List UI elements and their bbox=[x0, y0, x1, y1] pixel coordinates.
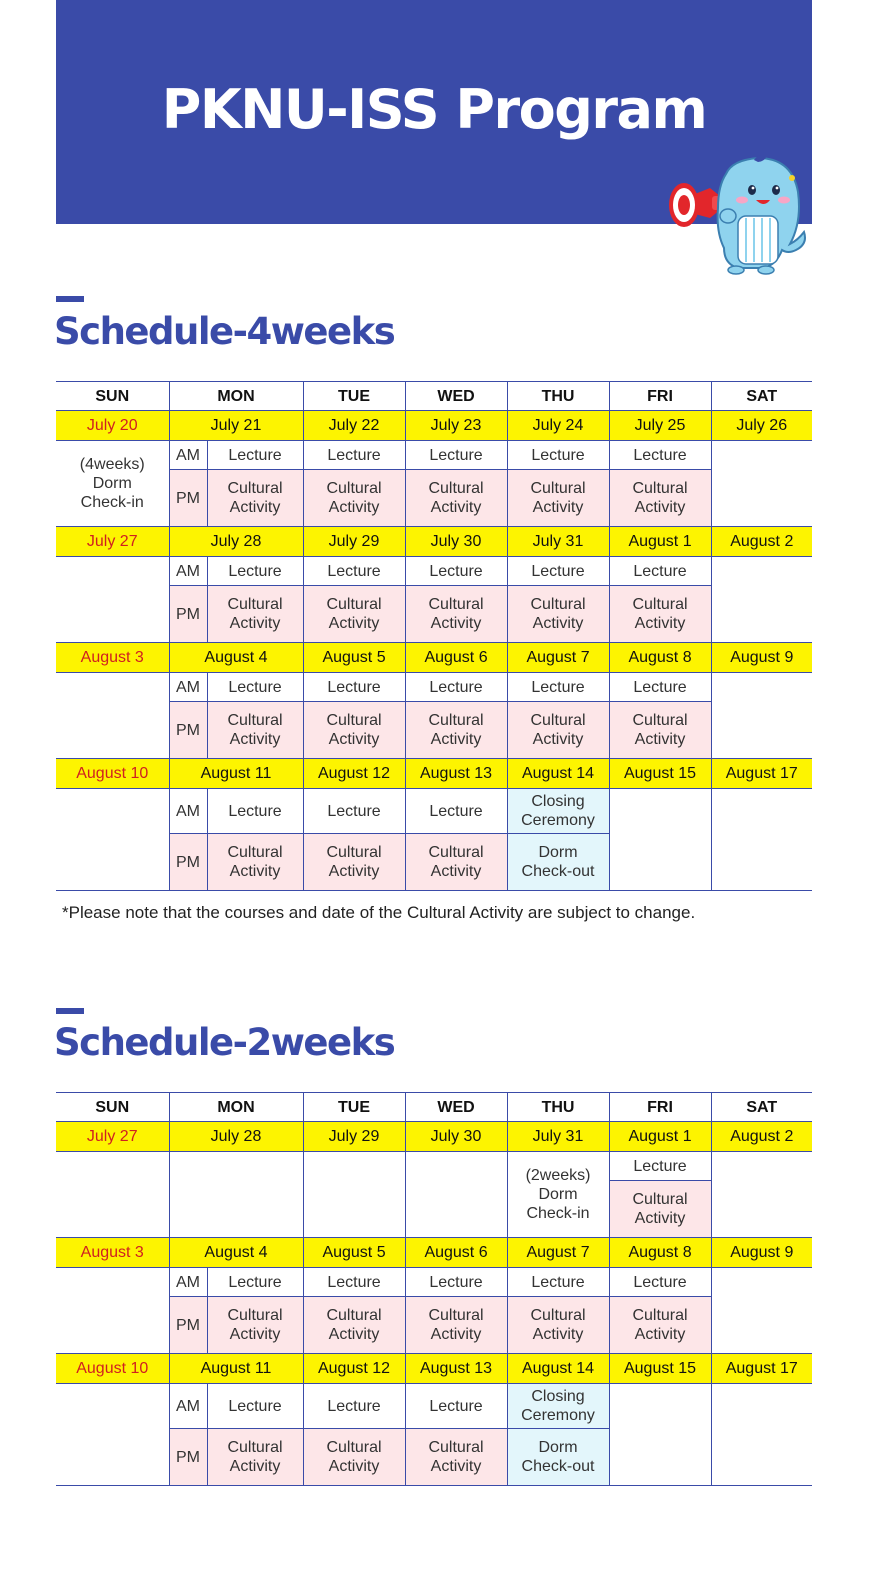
lecture-cell: Lecture bbox=[405, 557, 507, 586]
lecture-cell: Lecture bbox=[405, 1384, 507, 1429]
am-row bbox=[56, 673, 812, 702]
date-cell: August 3 bbox=[56, 643, 169, 673]
cultural-activity-cell: Cultural Activity bbox=[207, 586, 303, 643]
lecture-cell: Lecture bbox=[609, 441, 711, 470]
lecture-cell: Lecture bbox=[303, 441, 405, 470]
date-row bbox=[56, 759, 812, 789]
date-cell: August 12 bbox=[303, 1354, 405, 1384]
cultural-activity-cell: Cultural Activity bbox=[405, 586, 507, 643]
lecture-cell: Lecture bbox=[207, 1384, 303, 1429]
empty-cell bbox=[711, 441, 812, 527]
cultural-activity-cell: Cultural Activity bbox=[303, 1297, 405, 1354]
am-label: AM bbox=[169, 673, 207, 702]
am-row bbox=[56, 1268, 812, 1297]
lecture-cell: Lecture bbox=[207, 441, 303, 470]
date-row bbox=[56, 1122, 812, 1152]
lecture-cell: Lecture bbox=[303, 557, 405, 586]
dorm-checkin-cell bbox=[56, 441, 169, 527]
date-cell: July 27 bbox=[56, 527, 169, 557]
checkin-line: Dorm bbox=[92, 475, 132, 492]
date-cell: July 26 bbox=[711, 411, 812, 441]
pm-row bbox=[56, 470, 812, 527]
lecture-cell: Lecture bbox=[609, 557, 711, 586]
disclaimer-note: *Please note that the courses and date of the Cultural Activity are subject to change. bbox=[62, 903, 696, 922]
day-sun: SUN bbox=[56, 382, 169, 411]
cultural-activity-cell: Cultural Activity bbox=[405, 470, 507, 527]
schedule-4weeks-table bbox=[56, 381, 812, 891]
dorm-checkout-cell: Dorm Check-out bbox=[507, 834, 609, 891]
closing-ceremony-cell: Closing Ceremony bbox=[507, 789, 609, 834]
lecture-cell: Lecture bbox=[609, 1268, 711, 1297]
pm-label: PM bbox=[169, 1297, 207, 1354]
date-cell: August 14 bbox=[507, 1354, 609, 1384]
lecture-cell: Lecture bbox=[507, 1268, 609, 1297]
cultural-activity-cell: Cultural Activity bbox=[207, 470, 303, 527]
pm-label: PM bbox=[169, 470, 207, 527]
am-row bbox=[56, 789, 812, 834]
lecture-cell: Lecture bbox=[609, 673, 711, 702]
lecture-cell: Lecture bbox=[405, 441, 507, 470]
day-sun: SUN bbox=[56, 1093, 169, 1122]
date-cell: July 29 bbox=[303, 527, 405, 557]
lecture-cell: Lecture bbox=[405, 1268, 507, 1297]
date-cell: July 21 bbox=[169, 411, 303, 441]
am-label: AM bbox=[169, 1268, 207, 1297]
pm-label: PM bbox=[169, 1429, 207, 1486]
empty-cell bbox=[711, 1384, 812, 1486]
date-cell: August 1 bbox=[609, 527, 711, 557]
date-cell: July 28 bbox=[169, 1122, 303, 1152]
checkin-line: Dorm bbox=[538, 1186, 578, 1203]
date-cell: August 11 bbox=[169, 759, 303, 789]
checkin-line: (4weeks) bbox=[79, 456, 145, 473]
date-cell: August 3 bbox=[56, 1238, 169, 1268]
empty-cell bbox=[56, 1268, 169, 1354]
empty-cell bbox=[609, 789, 711, 891]
pm-label: PM bbox=[169, 834, 207, 891]
cultural-activity-cell: Cultural Activity bbox=[609, 1297, 711, 1354]
date-cell: July 31 bbox=[507, 527, 609, 557]
date-cell: August 13 bbox=[405, 759, 507, 789]
lecture-cell: Lecture bbox=[207, 673, 303, 702]
lecture-cell: Lecture bbox=[507, 557, 609, 586]
pm-row bbox=[56, 586, 812, 643]
empty-cell bbox=[711, 789, 812, 891]
whale-icon bbox=[718, 155, 805, 274]
day-thu: THU bbox=[507, 382, 609, 411]
date-cell: August 7 bbox=[507, 643, 609, 673]
empty-cell bbox=[56, 1152, 169, 1238]
date-cell: July 27 bbox=[56, 1122, 169, 1152]
cultural-activity-cell: Cultural Activity bbox=[303, 586, 405, 643]
cultural-activity-cell: Cultural Activity bbox=[303, 834, 405, 891]
date-cell: July 20 bbox=[56, 411, 169, 441]
cultural-activity-cell: Cultural Activity bbox=[303, 470, 405, 527]
date-row bbox=[56, 1354, 812, 1384]
pm-row bbox=[56, 1297, 812, 1354]
date-cell: August 15 bbox=[609, 1354, 711, 1384]
megaphone-icon bbox=[669, 183, 724, 227]
date-row bbox=[56, 411, 812, 441]
date-row bbox=[56, 643, 812, 673]
day-mon: MON bbox=[169, 382, 303, 411]
empty-cell bbox=[711, 673, 812, 759]
day-thu: THU bbox=[507, 1093, 609, 1122]
date-cell: August 17 bbox=[711, 759, 812, 789]
cultural-activity-cell: Cultural Activity bbox=[405, 1429, 507, 1486]
day-wed: WED bbox=[405, 382, 507, 411]
lecture-cell: Lecture bbox=[207, 789, 303, 834]
day-fri: FRI bbox=[609, 382, 711, 411]
date-cell: August 2 bbox=[711, 1122, 812, 1152]
lecture-cell: Lecture bbox=[609, 1152, 711, 1181]
closing-ceremony-cell: Closing Ceremony bbox=[507, 1384, 609, 1429]
date-cell: July 23 bbox=[405, 411, 507, 441]
cultural-activity-cell: Cultural Activity bbox=[405, 1297, 507, 1354]
am-row bbox=[56, 1152, 812, 1181]
am-label: AM bbox=[169, 441, 207, 470]
lecture-cell: Lecture bbox=[405, 673, 507, 702]
date-cell: July 29 bbox=[303, 1122, 405, 1152]
am-row bbox=[56, 557, 812, 586]
date-cell: August 9 bbox=[711, 643, 812, 673]
cultural-activity-cell: Cultural Activity bbox=[207, 1429, 303, 1486]
pm-label: PM bbox=[169, 702, 207, 759]
date-cell: August 2 bbox=[711, 527, 812, 557]
date-cell: August 17 bbox=[711, 1354, 812, 1384]
date-cell: August 7 bbox=[507, 1238, 609, 1268]
dorm-checkin-cell bbox=[507, 1152, 609, 1238]
empty-cell bbox=[56, 789, 169, 891]
cultural-activity-cell: Cultural Activity bbox=[609, 586, 711, 643]
page-title: PKNU-ISS Program bbox=[161, 78, 707, 141]
date-cell: July 30 bbox=[405, 1122, 507, 1152]
lecture-cell: Lecture bbox=[507, 441, 609, 470]
am-label: AM bbox=[169, 1384, 207, 1429]
lecture-cell: Lecture bbox=[303, 789, 405, 834]
cultural-activity-cell: Cultural Activity bbox=[303, 702, 405, 759]
am-label: AM bbox=[169, 557, 207, 586]
cultural-activity-cell: Cultural Activity bbox=[207, 702, 303, 759]
schedule-2weeks-title: Schedule-2weeks bbox=[54, 1021, 395, 1064]
empty-cell bbox=[405, 1152, 507, 1238]
lecture-cell: Lecture bbox=[405, 789, 507, 834]
empty-cell bbox=[711, 557, 812, 643]
day-mon: MON bbox=[169, 1093, 303, 1122]
date-cell: August 12 bbox=[303, 759, 405, 789]
cultural-activity-cell: Cultural Activity bbox=[609, 702, 711, 759]
lecture-cell: Lecture bbox=[207, 557, 303, 586]
checkin-line: Check-in bbox=[80, 494, 144, 511]
day-tue: TUE bbox=[303, 1093, 405, 1122]
lecture-cell: Lecture bbox=[303, 1268, 405, 1297]
section-accent-bar bbox=[56, 1008, 84, 1014]
date-cell: August 13 bbox=[405, 1354, 507, 1384]
empty-cell bbox=[56, 557, 169, 643]
lecture-cell: Lecture bbox=[303, 673, 405, 702]
day-sat: SAT bbox=[711, 1093, 812, 1122]
lecture-cell: Lecture bbox=[303, 1384, 405, 1429]
checkin-line: (2weeks) bbox=[525, 1167, 591, 1184]
cultural-activity-cell: Cultural Activity bbox=[507, 586, 609, 643]
empty-cell bbox=[56, 673, 169, 759]
date-cell: August 8 bbox=[609, 1238, 711, 1268]
date-cell: July 24 bbox=[507, 411, 609, 441]
day-fri: FRI bbox=[609, 1093, 711, 1122]
day-sat: SAT bbox=[711, 382, 812, 411]
empty-cell bbox=[711, 1152, 812, 1238]
date-cell: July 30 bbox=[405, 527, 507, 557]
date-cell: August 4 bbox=[169, 1238, 303, 1268]
date-cell: August 5 bbox=[303, 1238, 405, 1268]
section-accent-bar bbox=[56, 296, 84, 302]
cultural-activity-cell: Cultural Activity bbox=[207, 834, 303, 891]
date-cell: August 15 bbox=[609, 759, 711, 789]
am-row bbox=[56, 1384, 812, 1429]
date-cell: July 31 bbox=[507, 1122, 609, 1152]
date-cell: August 9 bbox=[711, 1238, 812, 1268]
date-cell: August 1 bbox=[609, 1122, 711, 1152]
date-cell: August 4 bbox=[169, 643, 303, 673]
cultural-activity-cell: Cultural Activity bbox=[507, 470, 609, 527]
lecture-cell: Lecture bbox=[207, 1268, 303, 1297]
schedule-2weeks-table bbox=[56, 1092, 812, 1486]
cultural-activity-cell: Cultural Activity bbox=[609, 1181, 711, 1238]
dorm-checkout-cell: Dorm Check-out bbox=[507, 1429, 609, 1486]
date-cell: August 10 bbox=[56, 1354, 169, 1384]
date-cell: August 5 bbox=[303, 643, 405, 673]
cultural-activity-cell: Cultural Activity bbox=[405, 834, 507, 891]
date-cell: August 8 bbox=[609, 643, 711, 673]
empty-cell bbox=[303, 1152, 405, 1238]
lecture-cell: Lecture bbox=[507, 673, 609, 702]
date-row bbox=[56, 527, 812, 557]
date-row bbox=[56, 1238, 812, 1268]
pm-label: PM bbox=[169, 586, 207, 643]
date-cell: August 6 bbox=[405, 643, 507, 673]
cultural-activity-cell: Cultural Activity bbox=[405, 702, 507, 759]
date-cell: August 6 bbox=[405, 1238, 507, 1268]
am-row bbox=[56, 441, 812, 470]
day-tue: TUE bbox=[303, 382, 405, 411]
cultural-activity-cell: Cultural Activity bbox=[303, 1429, 405, 1486]
cultural-activity-cell: Cultural Activity bbox=[507, 702, 609, 759]
date-cell: August 10 bbox=[56, 759, 169, 789]
empty-cell bbox=[609, 1384, 711, 1486]
date-cell: August 14 bbox=[507, 759, 609, 789]
schedule-4weeks-title: Schedule-4weeks bbox=[54, 310, 395, 353]
pm-row bbox=[56, 702, 812, 759]
date-cell: July 25 bbox=[609, 411, 711, 441]
day-wed: WED bbox=[405, 1093, 507, 1122]
checkin-line: Check-in bbox=[526, 1205, 590, 1222]
empty-cell bbox=[56, 1384, 169, 1486]
cultural-activity-cell: Cultural Activity bbox=[609, 470, 711, 527]
cultural-activity-cell: Cultural Activity bbox=[207, 1297, 303, 1354]
date-cell: July 22 bbox=[303, 411, 405, 441]
day-header-row bbox=[56, 1093, 812, 1122]
day-header-row bbox=[56, 382, 812, 411]
am-label: AM bbox=[169, 789, 207, 834]
date-cell: July 28 bbox=[169, 527, 303, 557]
empty-cell bbox=[711, 1268, 812, 1354]
whale-mascot-icon bbox=[666, 152, 814, 276]
empty-cell bbox=[169, 1152, 303, 1238]
cultural-activity-cell: Cultural Activity bbox=[507, 1297, 609, 1354]
date-cell: August 11 bbox=[169, 1354, 303, 1384]
